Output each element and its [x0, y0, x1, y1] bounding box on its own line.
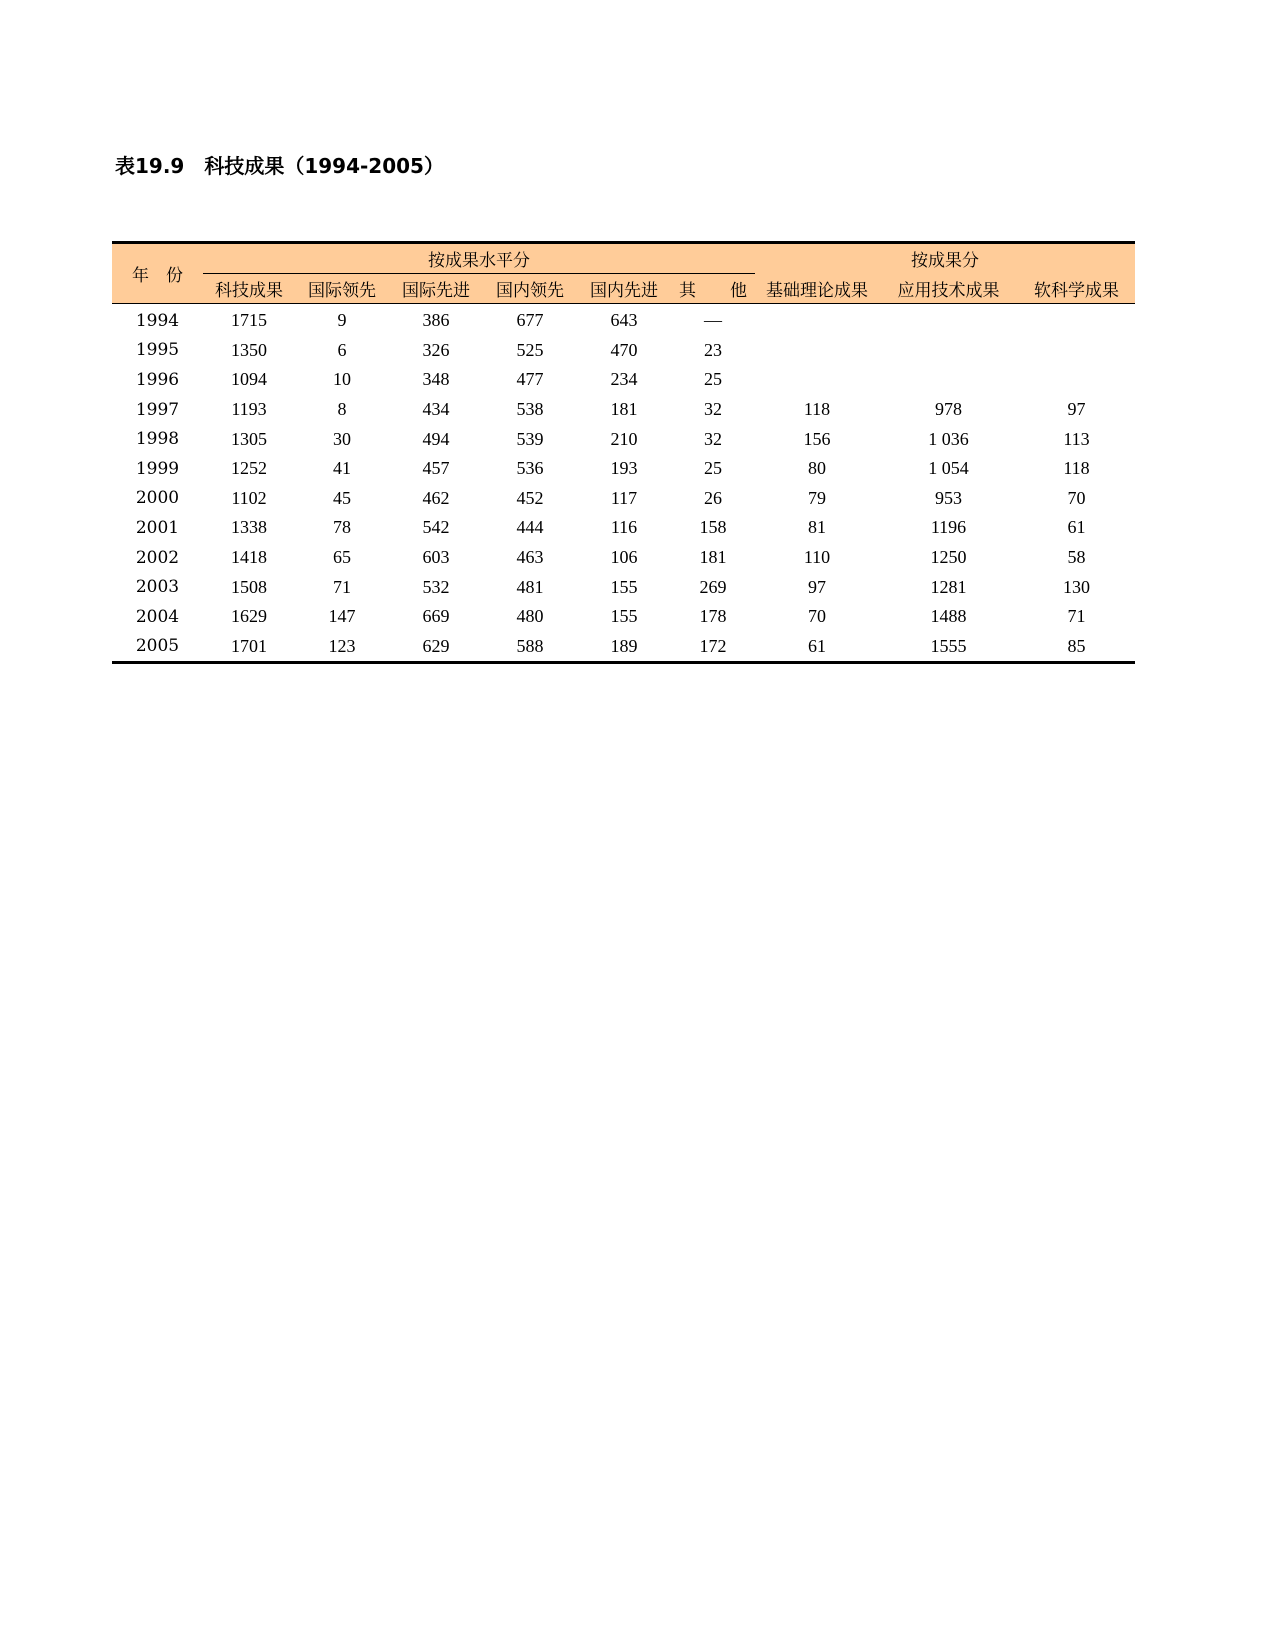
cell-year: 2005 [112, 632, 203, 663]
cell-soft: 61 [1067, 517, 1086, 538]
cell-applied [879, 365, 1018, 395]
cell-soft [1018, 304, 1135, 336]
cell-applied: 1250 [930, 547, 967, 568]
cell-dom-leading: 480 [516, 606, 544, 627]
cell-total: 1338 [231, 517, 267, 538]
cell-dom-leading: 477 [516, 369, 544, 390]
cell-dom-advanced: 116 [610, 517, 638, 538]
cell-dom-leading: 444 [516, 517, 544, 538]
column-header-applied: 应用技术成果 [879, 274, 1018, 304]
cell-year: 1999 [135, 458, 180, 479]
cell-applied: 1196 [930, 517, 967, 538]
table-row [112, 543, 1135, 573]
cell-total: 1418 [231, 547, 267, 568]
column-header-dom-advanced: 国内先进 [577, 274, 671, 304]
cell-year: 1995 [135, 340, 180, 361]
cell-other: 32 [704, 428, 722, 449]
cell-dom-advanced: 210 [610, 428, 638, 449]
cell-basic: 97 [808, 576, 826, 597]
cell-other: 269 [699, 576, 727, 597]
cell-total: 1701 [203, 632, 295, 663]
cell-total: 1350 [231, 339, 267, 360]
table-row [112, 632, 1135, 663]
table-row [112, 602, 1135, 632]
cell-intl-advanced: 669 [422, 606, 450, 627]
cell-other: 25 [704, 369, 722, 390]
column-header-basic: 基础理论成果 [755, 274, 879, 304]
cell-dom-advanced: 643 [610, 310, 638, 331]
cell-other: 26 [704, 487, 722, 508]
cell-applied: 953 [935, 487, 962, 508]
group-header-by-result: 按成果分 [755, 243, 1135, 274]
cell-year: 1997 [135, 399, 180, 420]
cell-intl-leading: 78 [333, 517, 351, 538]
cell-year: 2000 [135, 488, 180, 509]
cell-total: 1305 [231, 428, 267, 449]
header-row-columns [112, 274, 1135, 304]
cell-intl-advanced: 603 [422, 547, 450, 568]
cell-intl-advanced: 542 [422, 517, 450, 538]
table-row [112, 395, 1135, 425]
cell-basic: 80 [808, 458, 826, 479]
cell-dom-advanced: 155 [610, 606, 638, 627]
cell-intl-leading: 71 [333, 576, 351, 597]
cell-total: 1629 [231, 606, 267, 627]
sci-tech-results-table [112, 241, 1135, 664]
cell-intl-advanced: 494 [422, 428, 450, 449]
cell-soft: 70 [1067, 487, 1086, 508]
cell-basic: 79 [808, 487, 826, 508]
cell-dom-advanced: 193 [610, 458, 638, 479]
cell-intl-leading: 123 [295, 632, 389, 663]
cell-year: 1996 [135, 369, 180, 390]
cell-basic [755, 304, 879, 336]
column-header-other-part-a: 其 [679, 281, 696, 301]
column-header-intl-advanced: 国际先进 [389, 274, 483, 304]
column-header-other-part-b: 他 [730, 281, 747, 301]
cell-dom-leading: 481 [516, 576, 544, 597]
cell-other: 23 [704, 339, 722, 360]
cell-other: 25 [704, 458, 722, 479]
cell-soft [1018, 365, 1135, 395]
column-header-total: 科技成果 [203, 274, 295, 304]
cell-intl-leading: 10 [333, 369, 351, 390]
cell-applied: 1488 [930, 606, 967, 627]
cell-applied [879, 304, 1018, 336]
cell-intl-advanced: 462 [422, 487, 450, 508]
cell-soft: 118 [1063, 458, 1090, 479]
cell-dom-leading: 536 [516, 458, 544, 479]
cell-other: 181 [699, 547, 727, 568]
cell-soft: 97 [1067, 399, 1086, 420]
column-header-other [671, 274, 755, 304]
cell-intl-advanced: 532 [422, 576, 450, 597]
cell-dom-leading: 677 [516, 310, 544, 331]
cell-total: 1252 [231, 458, 267, 479]
cell-intl-leading: 30 [333, 428, 351, 449]
cell-dom-leading: 463 [516, 547, 544, 568]
cell-year: 2001 [135, 517, 180, 538]
cell-year: 2002 [135, 547, 180, 568]
cell-total: 1715 [231, 310, 267, 331]
cell-dom-leading: 538 [516, 399, 544, 420]
cell-dom-leading: 539 [516, 428, 544, 449]
table-body [112, 304, 1135, 663]
cell-intl-advanced: 457 [422, 458, 450, 479]
table-row [112, 336, 1135, 366]
table-row [112, 454, 1135, 484]
cell-intl-advanced: 434 [422, 399, 450, 420]
cell-intl-advanced: 326 [422, 339, 450, 360]
cell-basic: 81 [808, 517, 826, 538]
cell-intl-leading: 147 [328, 606, 356, 627]
cell-intl-leading: 45 [333, 487, 351, 508]
column-header-intl-leading: 国际领先 [295, 274, 389, 304]
cell-dom-advanced: 470 [610, 339, 638, 360]
cell-dom-leading: 525 [516, 339, 544, 360]
cell-dom-advanced: 181 [610, 399, 638, 420]
cell-soft: 71 [1067, 606, 1086, 627]
cell-year: 1994 [135, 310, 180, 331]
cell-dom-advanced: 117 [610, 487, 638, 508]
cell-intl-leading: 9 [337, 310, 347, 331]
cell-other: 172 [671, 632, 755, 663]
cell-total: 1102 [231, 487, 267, 508]
group-header-by-level: 按成果水平分 [203, 243, 755, 274]
cell-intl-advanced: 386 [422, 310, 450, 331]
cell-dom-advanced: 189 [577, 632, 671, 663]
cell-soft: 130 [1063, 576, 1091, 597]
cell-total: 1193 [231, 399, 267, 420]
cell-basic: 110 [803, 547, 831, 568]
cell-applied [879, 336, 1018, 366]
cell-soft: 58 [1067, 547, 1086, 568]
cell-intl-leading: 8 [337, 399, 347, 420]
cell-applied: 978 [935, 399, 962, 420]
cell-applied: 1 036 [928, 428, 969, 449]
cell-basic: 156 [803, 428, 831, 449]
cell-dom-advanced: 106 [610, 547, 638, 568]
cell-applied: 1281 [930, 576, 967, 597]
cell-basic [755, 336, 879, 366]
table-title: 表19.9 科技成果（1994-2005） [115, 154, 444, 178]
table-row [112, 424, 1135, 454]
table-row [112, 513, 1135, 543]
table-row [112, 484, 1135, 514]
table-row [112, 304, 1135, 336]
cell-dom-advanced: 155 [610, 576, 638, 597]
cell-intl-leading: 6 [337, 339, 347, 360]
cell-other: 158 [699, 517, 727, 538]
cell-applied: 1555 [879, 632, 1018, 663]
cell-basic: 61 [755, 632, 879, 663]
cell-dom-advanced: 234 [610, 369, 638, 390]
cell-soft [1018, 336, 1135, 366]
cell-dom-leading: 452 [516, 487, 544, 508]
cell-total: 1094 [231, 369, 267, 390]
year-column-header: 年 份 [112, 243, 203, 304]
cell-other: 32 [704, 399, 722, 420]
header-row-groups [112, 243, 1135, 274]
column-header-soft: 软科学成果 [1018, 274, 1135, 304]
cell-dom-leading: 588 [483, 632, 577, 663]
cell-total: 1508 [231, 576, 267, 597]
table-row [112, 365, 1135, 395]
cell-soft: 113 [1063, 428, 1090, 449]
cell-other: 178 [699, 606, 727, 627]
cell-intl-leading: 65 [333, 547, 351, 568]
column-header-dom-leading: 国内领先 [483, 274, 577, 304]
cell-year: 2003 [135, 577, 180, 598]
table-row [112, 572, 1135, 602]
cell-year: 2004 [135, 606, 180, 627]
cell-intl-advanced: 348 [422, 369, 450, 390]
cell-other: — [704, 310, 722, 331]
cell-soft: 85 [1018, 632, 1135, 663]
cell-basic: 118 [803, 399, 831, 420]
cell-basic: 70 [808, 606, 826, 627]
cell-intl-advanced: 629 [389, 632, 483, 663]
cell-intl-leading: 41 [333, 458, 351, 479]
cell-year: 1998 [135, 429, 180, 450]
cell-basic [755, 365, 879, 395]
cell-applied: 1 054 [928, 458, 969, 479]
